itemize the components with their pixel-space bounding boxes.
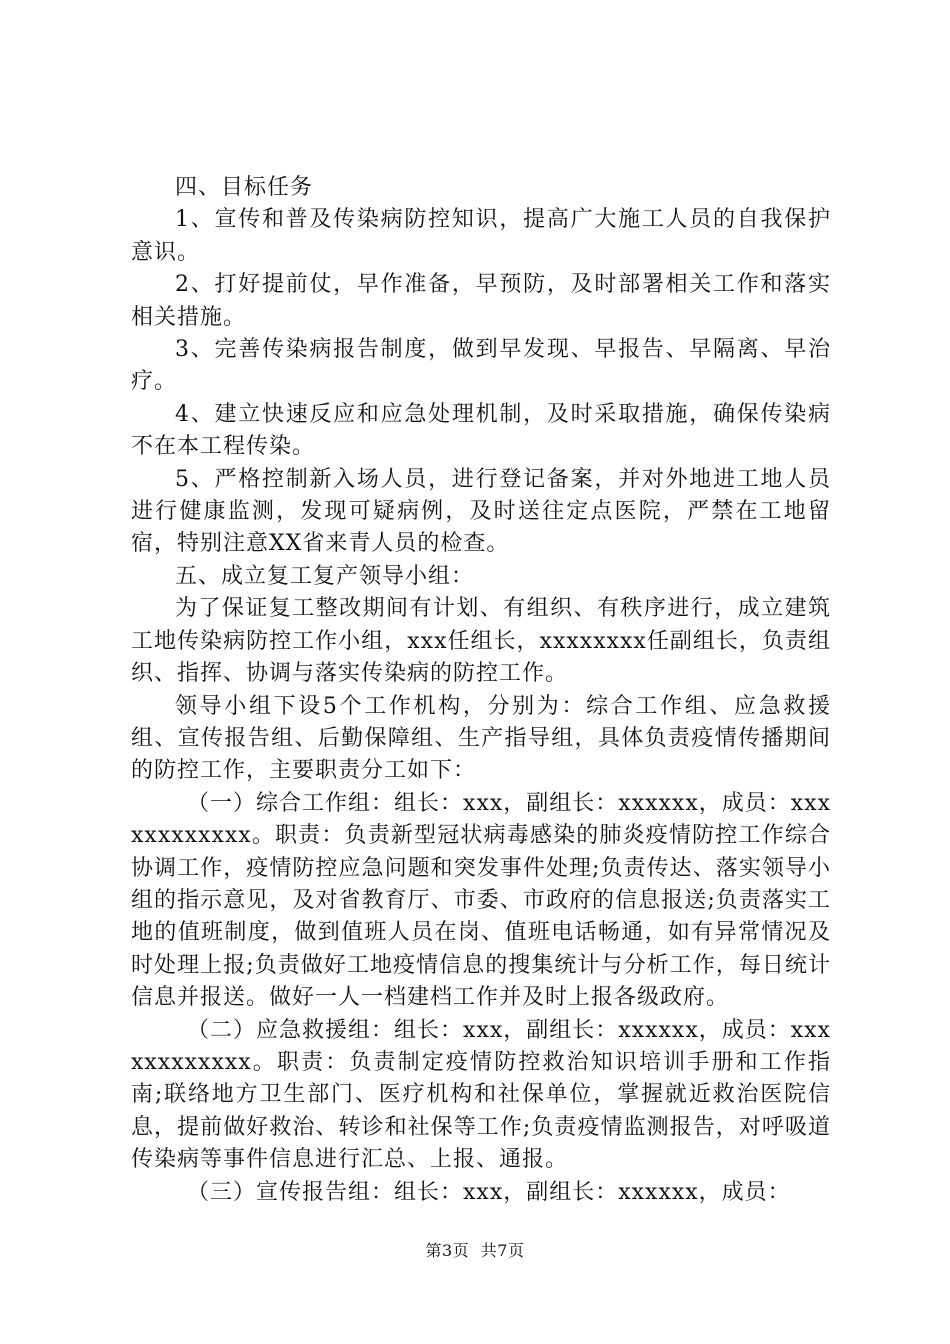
group-emergency-paragraph: （二）应急救援组：组长：xxx，副组长：xxxxxx，成员：xxxxxxxxxxxx。职责：负责制定疫情防控救治知识培训手册和工作指南;联络地方卫生部门、医疗机构和社保单位，掌握就近救治医院信息，提前做好救治、转诊和社保等工作;负责疫情监测报告，对呼吸道传染病等事件信息进行汇总、上报、通报。	[131, 1017, 831, 1173]
task-item-4: 4、建立快速反应和应急处理机制，及时采取措施，确保传染病不在本工程传染。	[131, 401, 831, 460]
task-item-1: 1、宣传和普及传染病防控知识，提高广大施工人员的自我保护意识。	[131, 207, 831, 265]
page-footer	[0, 1238, 950, 1261]
leadership-paragraph: 为了保证复工整改期间有计划、有组织、有秩序进行，成立建筑工地传染病防控工作小组，xxx任组长，xxxxxxxx任副组长，负责组织、指挥、协调与落实传染病的防控工作。	[131, 596, 831, 687]
working-groups-paragraph: 领导小组下设5个工作机构，分别为：综合工作组、应急救援组、宣传报告组、后勤保障组、生产指导组，具体负责疫情传播期间的防控工作，主要职责分工如下：	[131, 693, 831, 784]
page-number: 第3页	[425, 1241, 470, 1260]
section-heading-four: 四、目标任务	[175, 175, 314, 200]
page-total: 共7页	[480, 1241, 525, 1260]
task-item-2: 2、打好提前仗，早作准备，早预防，及时部署相关工作和落实相关措施。	[131, 272, 831, 330]
task-item-3: 3、完善传染病报告制度，做到早发现、早报告、早隔离、早治疗。	[131, 337, 831, 395]
section-heading-five: 五、成立复工复产领导小组：	[175, 563, 475, 589]
document-body	[131, 172, 831, 1209]
group-general-paragraph: （一）综合工作组：组长：xxx，副组长：xxxxxx，成员：xxxxxxxxxxxx。职责：负责新型冠状病毒感染的肺炎疫情防控工作综合协调工作，疫情防控应急问题和突发事件处理;负责传达、落实领导小组的指示意见，及对省教育厅、市委、市政府的信息报送;负责落实工地的值班制度，做到值班人员在岗、值班电话畅通，如有异常情况及时处理上报;负责做好工地疫情信息的搜集统计与分析工作，每日统计信息并报送。做好一人一档建档工作并及时上报各级政府。	[131, 790, 831, 1011]
group-publicity-paragraph: （三）宣传报告组：组长：xxx，副组长：xxxxxx，成员：	[187, 1179, 791, 1205]
task-item-5: 5、严格控制新入场人员，进行登记备案，并对外地进工地人员进行健康监测，发现可疑病例，及时送往定点医院，严禁在工地留宿，特别注意XX省来青人员的检查。	[131, 466, 831, 557]
